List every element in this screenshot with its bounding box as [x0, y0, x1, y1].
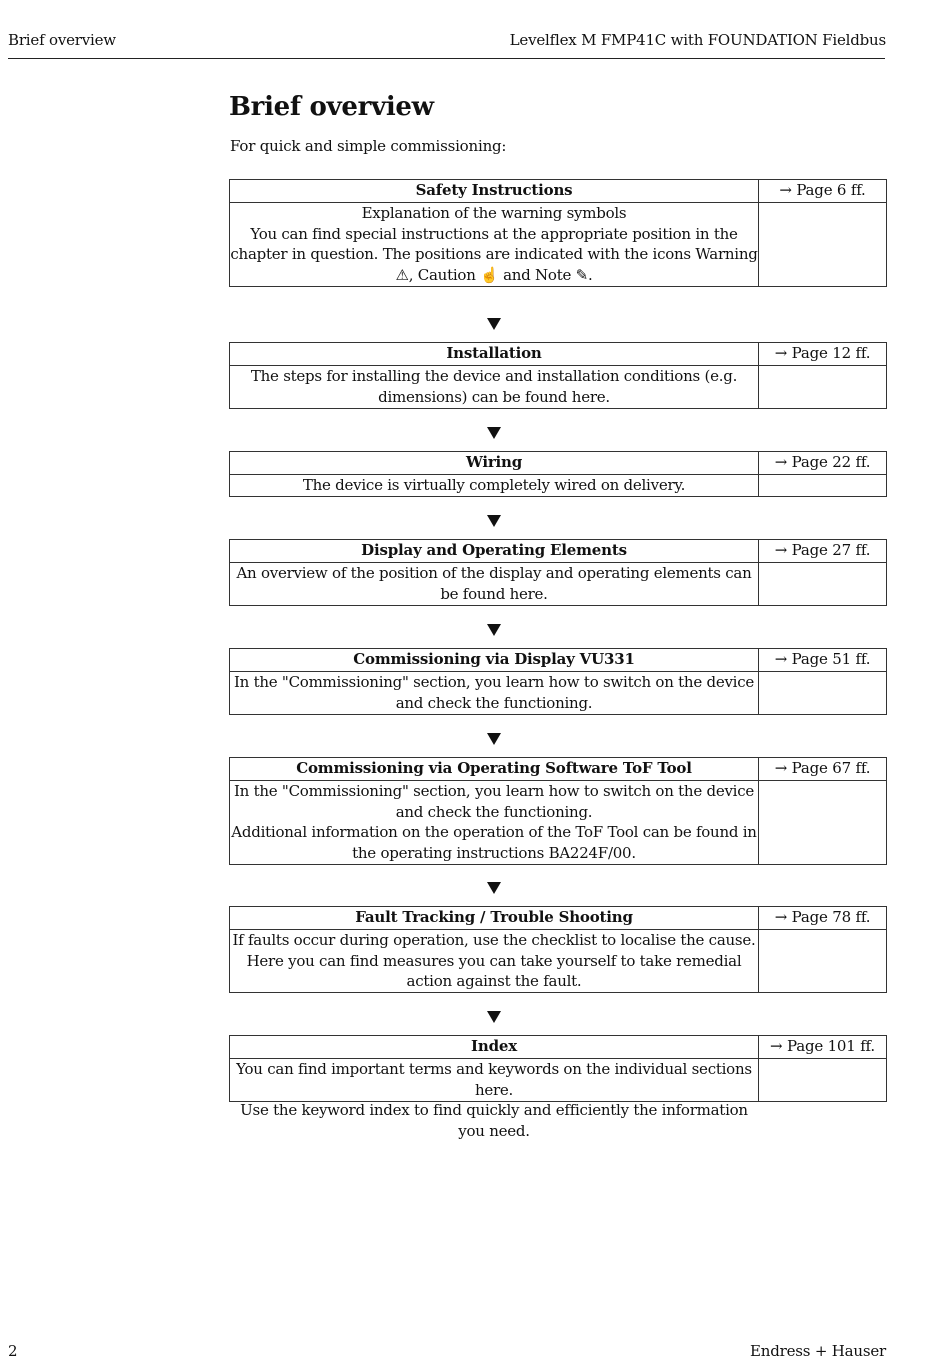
step-description-line: If faults occur during operation, use the checklist to localise the cause. [232, 931, 756, 949]
step-description-line: The device is virtually completely wired on delivery. [302, 476, 686, 494]
step-display-and-operating-elements [229, 539, 887, 606]
header-product-name: Levelflex M FMP41C with FOUNDATION Fieldbus [509, 31, 886, 49]
step-description-line: In the "Commissioning" section, you learn how to switch on the device and check the functioning. [233, 673, 755, 712]
step-commissioning-display [229, 648, 887, 715]
step-page-ref: → Page 22 ff. [774, 453, 871, 471]
step-page-ref: → Page 78 ff. [774, 908, 871, 926]
footer-company: Endress + Hauser [750, 1342, 886, 1360]
step-description-line: Explanation of the warning symbols [361, 204, 627, 222]
step-heading: Safety Instructions [230, 180, 759, 202]
down-arrow-icon [486, 733, 502, 745]
step-description [230, 930, 759, 992]
step-index [229, 1035, 887, 1140]
step-empty-cell [759, 366, 886, 408]
step-empty-cell [759, 930, 886, 992]
step-heading: Commissioning via Display VU331 [230, 649, 759, 671]
step-description [230, 203, 759, 286]
step-description-line: The steps for installing the device and installation conditions (e.g. dimensions) can be found here. [250, 367, 738, 406]
step-description [230, 366, 759, 408]
step-empty-cell [759, 475, 886, 496]
step-heading: Wiring [230, 452, 759, 474]
step-empty-cell [759, 781, 886, 864]
step-description-line: You can find special instructions at the appropriate position in the chapter in question. The positions are indicated with the icons Warning ⚠, Caution ☝ and Note ✎. [230, 224, 758, 284]
step-empty-cell [759, 563, 886, 605]
step-page-ref: → Page 6 ff. [779, 181, 866, 199]
step-wiring [229, 451, 887, 497]
step-description-line: Here you can find measures you can take yourself to take remedial action against the fault. [246, 951, 742, 990]
header-section-title: Brief overview [8, 31, 116, 49]
step-heading: Installation [230, 343, 759, 365]
step-fault-tracking [229, 906, 887, 993]
page-number: 2 [8, 1342, 18, 1360]
down-arrow-icon [486, 882, 502, 894]
step-description-line: Additional information on the operation of the ToF Tool can be found in the operating instructions BA224F/00. [231, 823, 757, 862]
step-heading: Display and Operating Elements [230, 540, 759, 562]
step-commissioning-tof-tool [229, 757, 887, 865]
step-page-ref: → Page 51 ff. [774, 650, 871, 668]
down-arrow-icon [486, 1011, 502, 1023]
step-heading: Index [230, 1036, 759, 1058]
step-description [230, 563, 759, 605]
down-arrow-icon [486, 427, 502, 439]
step-description [230, 1059, 759, 1140]
step-description-line: You can find important terms and keywords on the individual sections here. [236, 1060, 752, 1099]
step-page-ref: → Page 101 ff. [770, 1037, 875, 1055]
step-page-ref: → Page 67 ff. [774, 759, 871, 777]
page-title: Brief overview [229, 92, 434, 122]
step-description [230, 781, 759, 864]
step-page-ref: → Page 12 ff. [774, 344, 871, 362]
step-description-line: In the "Commissioning" section, you learn how to switch on the device and check the functioning. [233, 782, 755, 821]
down-arrow-icon [486, 515, 502, 527]
step-description-line: Use the keyword index to find quickly and efficiently the information you need. [240, 1101, 748, 1140]
intro-text: For quick and simple commissioning: [230, 137, 507, 155]
step-description [230, 672, 759, 714]
step-description-line: An overview of the position of the display and operating elements can be found here. [236, 564, 752, 603]
step-heading: Fault Tracking / Trouble Shooting [230, 907, 759, 929]
step-heading: Commissioning via Operating Software ToF Tool [230, 758, 759, 780]
down-arrow-icon [486, 624, 502, 636]
step-empty-cell [759, 1059, 886, 1101]
step-empty-cell [759, 203, 886, 286]
step-page-ref: → Page 27 ff. [774, 541, 871, 559]
step-description [230, 475, 759, 496]
header-divider [8, 58, 885, 59]
down-arrow-icon [486, 318, 502, 330]
step-empty-cell [759, 672, 886, 714]
step-installation [229, 342, 887, 409]
step-safety-instructions [229, 179, 887, 287]
